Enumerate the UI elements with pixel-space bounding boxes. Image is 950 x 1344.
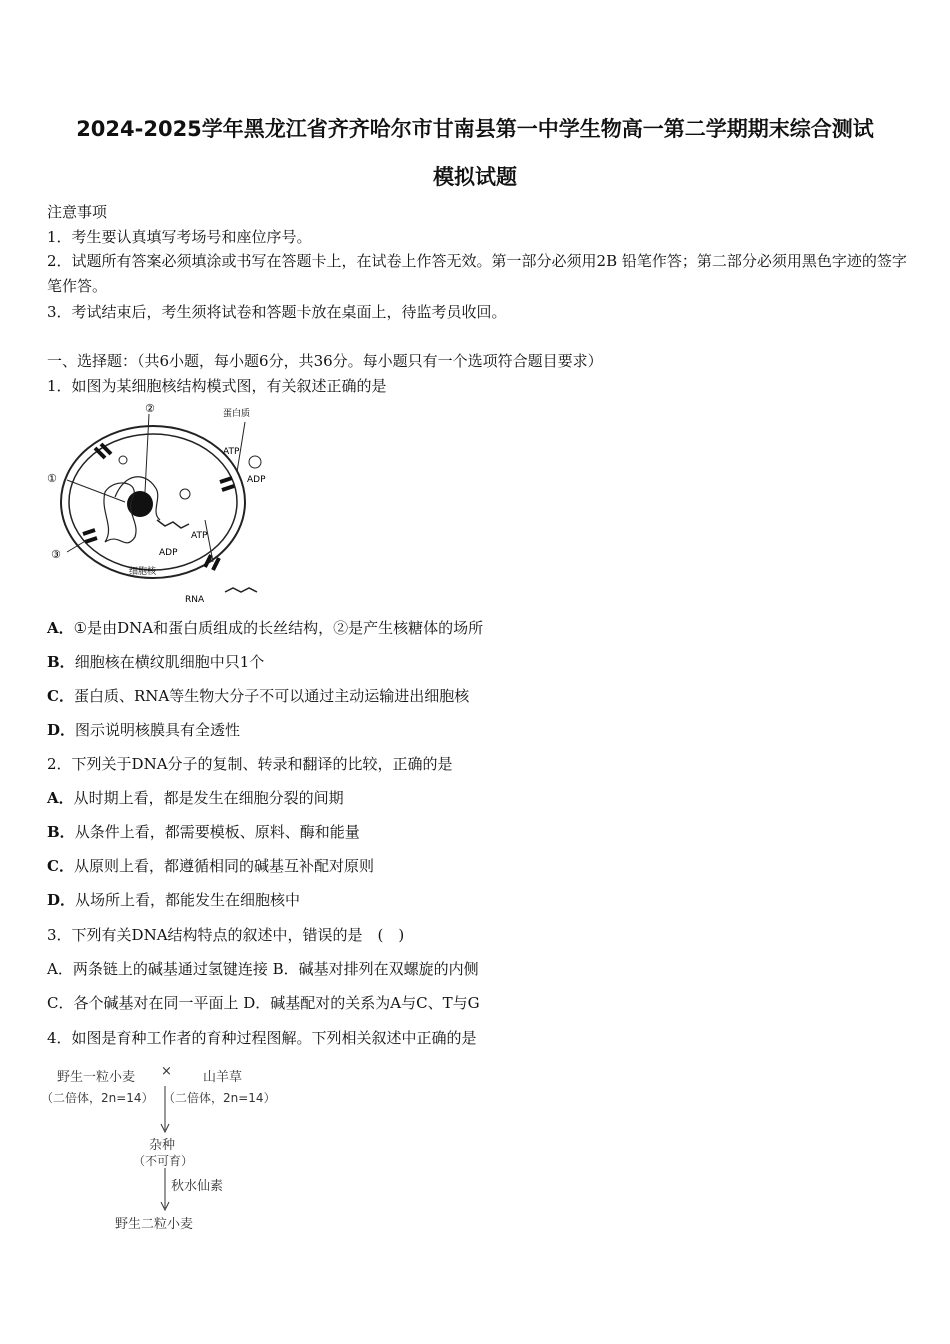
label-atp-mid: ATP xyxy=(191,531,208,541)
option-key: D． xyxy=(47,721,76,739)
q2-option-a[interactable] xyxy=(47,788,344,808)
option-key: C． xyxy=(47,687,74,705)
option-key: A． xyxy=(47,789,74,807)
inner-membrane xyxy=(69,434,237,570)
exam-title-line2: 模拟试题 xyxy=(433,165,517,189)
option-key: B． xyxy=(47,653,75,671)
cross-symbol: × xyxy=(161,1064,172,1079)
label-adp-top: ADP xyxy=(247,475,266,485)
label-ploidy-1: （二倍体，2n=14） xyxy=(41,1091,154,1105)
vesicle xyxy=(119,456,127,464)
option-text: 从时期上看，都是发生在细胞分裂的间期 xyxy=(73,789,344,807)
question-4-stem: 4．如图是育种工作者的育种过程图解。下列相关叙述中正确的是 xyxy=(47,1029,477,1047)
label-rna: RNA xyxy=(185,595,205,605)
notice-item-1: 1．考生要认真填写考场号和座位序号。 xyxy=(47,228,312,246)
label-atp-top: ATP xyxy=(223,447,240,457)
q2-option-d[interactable] xyxy=(47,890,300,910)
q1-option-a[interactable] xyxy=(47,618,483,638)
label-colchicine: 秋水仙素 xyxy=(171,1179,224,1194)
nuclear-pore-1 xyxy=(95,444,111,458)
question-2-stem: 2．下列关于DNA分子的复制、转录和翻译的比较，正确的是 xyxy=(47,755,453,773)
label-parent-1: 野生一粒小麦 xyxy=(57,1070,136,1085)
option-text: 细胞核在横纹肌细胞中只1个 xyxy=(74,653,265,671)
rna-chain-inner xyxy=(157,520,189,528)
nuclear-pore-3 xyxy=(220,478,234,490)
q3-options-row-1[interactable]: A．两条链上的碱基通过氢键连接 B．碱基对排列在双螺旋的内侧 xyxy=(47,960,479,978)
q1-option-b[interactable] xyxy=(47,652,264,672)
label-sterile: （不可育） xyxy=(133,1154,194,1168)
outer-membrane xyxy=(61,426,245,578)
label-result: 野生二粒小麦 xyxy=(115,1217,194,1232)
protein-blob xyxy=(249,456,261,468)
chromatin xyxy=(104,483,136,543)
label-ploidy-2: （二倍体，2n=14） xyxy=(163,1091,276,1105)
exam-title-line1: 2024-2025学年黑龙江省齐齐哈尔市甘南县第一中学生物高一第二学期期末综合测试 xyxy=(76,117,874,141)
option-text: 从原则上看，都遵循相同的碱基互补配对原则 xyxy=(73,857,374,875)
question-3-stem: 3．下列有关DNA结构特点的叙述中，错误的是 ( ) xyxy=(47,926,405,944)
q1-option-c[interactable] xyxy=(47,686,469,706)
q1-option-d[interactable] xyxy=(47,720,240,740)
label-protein: 蛋白质 xyxy=(223,409,251,419)
notice-item-2: 2．试题所有答案必须填涂或书写在答题卡上，在试卷上作答无效。第一部分必须用2B 铅笔作答；第二部分必须用黑色字迹的签字笔作答。 xyxy=(47,252,907,295)
label-circle-2: ② xyxy=(145,402,155,415)
option-text: 从条件上看，都需要模板、原料、酶和能量 xyxy=(74,823,360,841)
option-key: B． xyxy=(47,823,75,841)
section-heading: 一、选择题：（共6小题，每小题6分，共36分。每小题只有一个选项符合题目要求） xyxy=(47,352,603,370)
label-parent-2: 山羊草 xyxy=(203,1070,243,1085)
breeding-process-diagram xyxy=(41,1058,295,1233)
q2-option-b[interactable] xyxy=(47,822,360,842)
option-text: ①是由DNA和蛋白质组成的长丝结构，②是产生核糖体的场所 xyxy=(73,619,484,637)
q3-options-row-2[interactable]: C．各个碱基对在同一平面上 D．碱基配对的关系为A与C、T与G xyxy=(47,994,480,1012)
option-text: 从场所上看，都能发生在细胞核中 xyxy=(75,891,301,909)
cell-nucleus-diagram xyxy=(45,402,285,607)
question-1-stem: 1．如图为某细胞核结构模式图，有关叙述正确的是 xyxy=(47,377,387,395)
q2-option-c[interactable] xyxy=(47,856,374,876)
option-key: C． xyxy=(47,857,74,875)
label-circle-3: ③ xyxy=(51,548,61,561)
label-nucleus: 细胞核 xyxy=(129,567,157,577)
notice-heading: 注意事项 xyxy=(47,203,108,221)
nuclear-pore-2 xyxy=(83,530,97,542)
label-adp-mid: ADP xyxy=(159,548,178,558)
option-key: D． xyxy=(47,891,76,909)
notice-item-3: 3．考试结束后，考生须将试卷和答题卡放在桌面上，待监考员收回。 xyxy=(47,303,507,321)
label-circle-1: ① xyxy=(47,472,57,485)
vesicle xyxy=(180,489,190,499)
option-key: A． xyxy=(47,619,74,637)
leader-line-3 xyxy=(67,540,87,552)
rna-chain-outer xyxy=(225,588,257,592)
option-text: 图示说明核膜具有全透性 xyxy=(75,721,241,739)
option-text: 蛋白质、RNA等生物大分子不可以通过主动运输进出细胞核 xyxy=(73,687,470,705)
label-hybrid: 杂种 xyxy=(149,1138,176,1153)
